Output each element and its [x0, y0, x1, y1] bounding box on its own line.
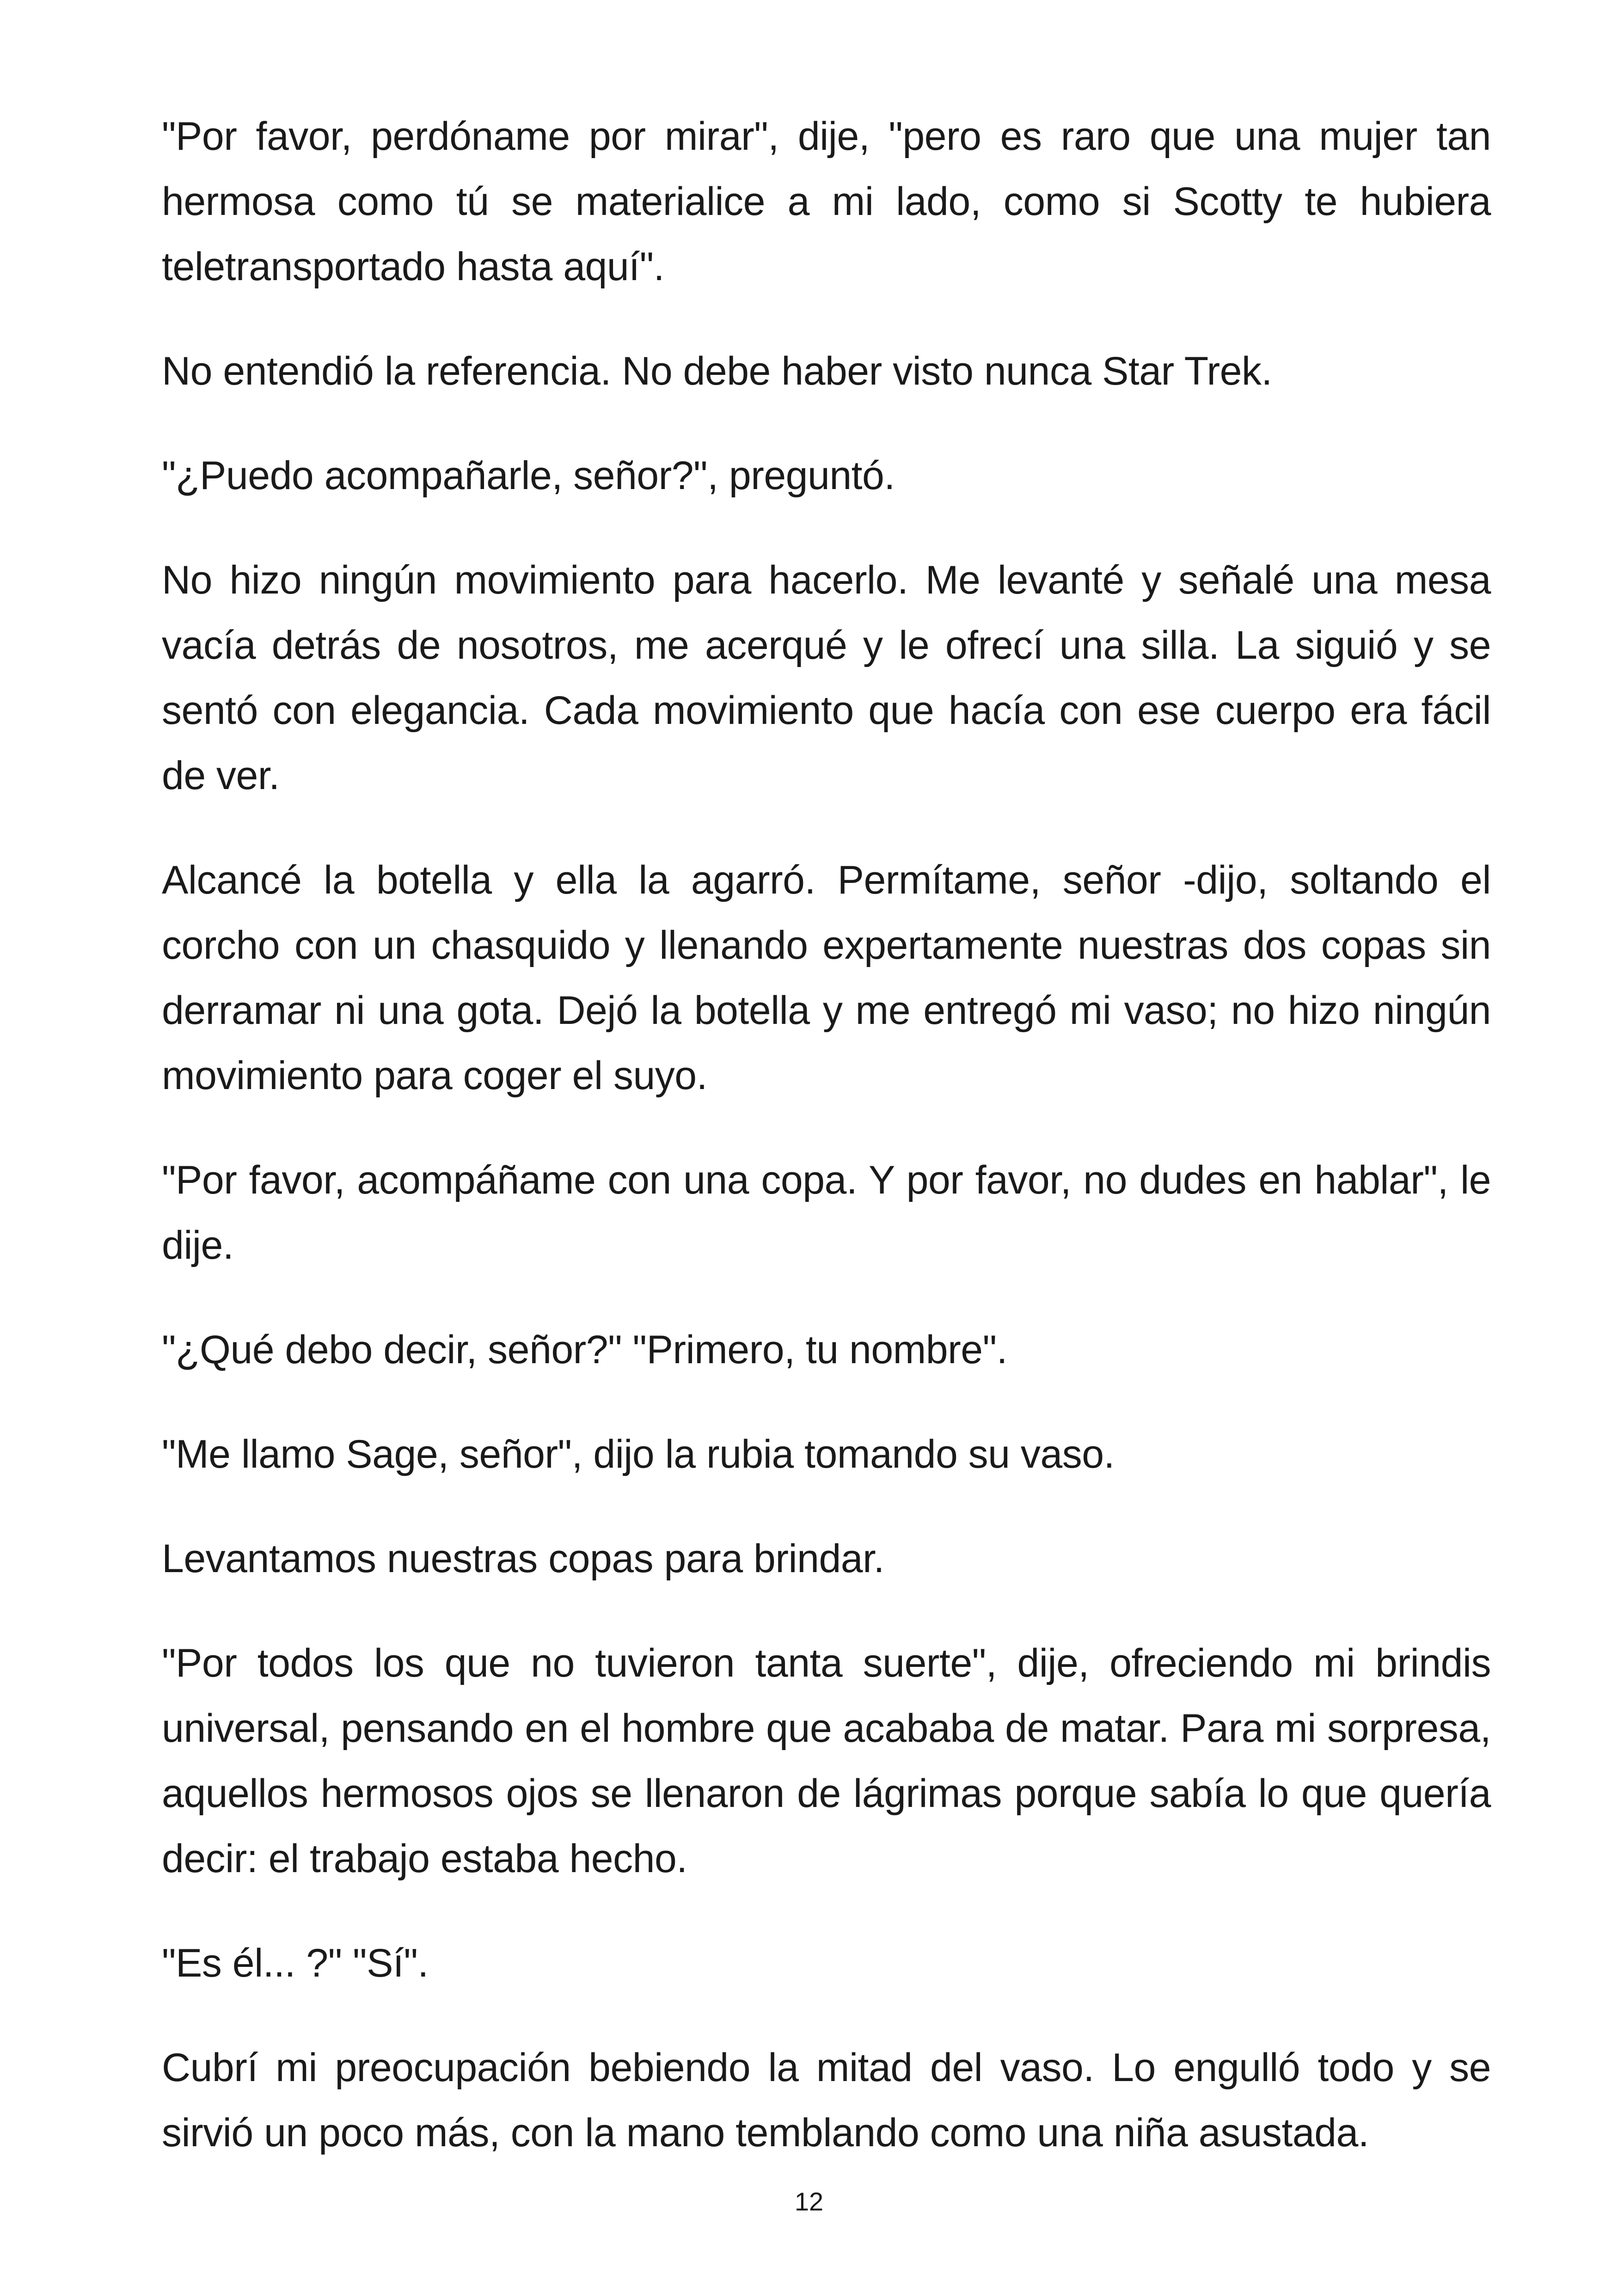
- paragraph-6: "Por favor, acompáñame con una copa. Y por favor, no dudes en hablar", le dije.: [162, 1158, 1491, 1267]
- paragraph-2: No entendió la referencia. No debe haber visto nunca Star Trek.: [162, 349, 1272, 393]
- paragraph-8: "Me llamo Sage, señor", dijo la rubia tomando su vaso.: [162, 1432, 1115, 1476]
- paragraph-3: "¿Puedo acompañarle, señor?", preguntó.: [162, 453, 895, 498]
- paragraph-9: Levantamos nuestras copas para brindar.: [162, 1537, 884, 1581]
- text-body: [162, 104, 1491, 2205]
- paragraph-7: "¿Qué debo decir, señor?" "Primero, tu nombre".: [162, 1328, 1008, 1372]
- paragraph-4: No hizo ningún movimiento para hacerlo. Me levanté y señalé una mesa vacía detrás de nosotros, me acerqué y le ofrecí una silla. La siguió y se sentó con elegancia. Cada movimiento que hacía con ese cuerpo era fácil de ver.: [162, 558, 1491, 798]
- paragraph-5: Alcancé la botella y ella la agarró. Permítame, señor -dijo, soltando el corcho con un chasquido y llenando expertamente nuestras dos copas sin derramar ni una gota. Dejó la botella y me entregó mi vaso; no hizo ningún movimiento para coger el suyo.: [162, 858, 1491, 1098]
- paragraph-1: "Por favor, perdóname por mirar", dije, "pero es raro que una mujer tan hermosa como tú se materialice a mi lado, como si Scotty te hubiera teletransportado hasta aquí".: [162, 114, 1491, 289]
- paragraph-12: Cubrí mi preocupación bebiendo la mitad del vaso. Lo engulló todo y se sirvió un poco más, con la mano temblando como una niña asustada.: [162, 2045, 1491, 2155]
- page-number: 12: [794, 2187, 824, 2216]
- paragraph-11: "Es él... ?" "Sí".: [162, 1941, 429, 1985]
- paragraph-10: "Por todos los que no tuvieron tanta suerte", dije, ofreciendo mi brindis universal, pensando en el hombre que acababa de matar. Para mi sorpresa, aquellos hermosos ojos se llenaron de lágrimas porque sabía lo que quería decir: el trabajo estaba hecho.: [162, 1641, 1491, 1881]
